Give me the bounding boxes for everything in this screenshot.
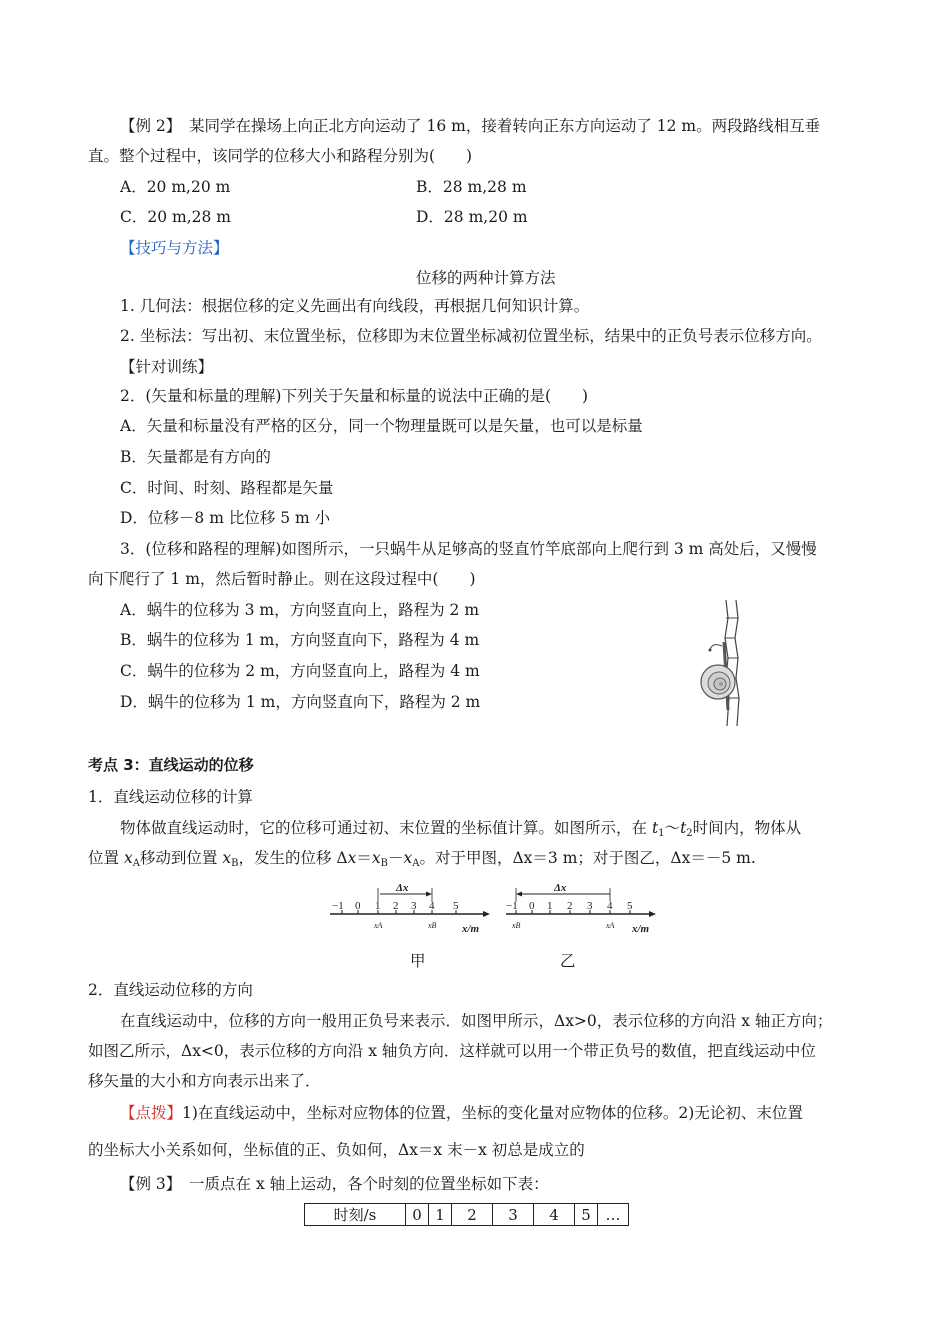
paragraph-2-line1: 在直线运动中，位移的方向一般用正负号来表示．如图甲所示，Δx>0，表示位移的方向沿 x 轴正方向； (120, 1012, 833, 1030)
tick-label: 0 (529, 900, 535, 912)
tick-label: −1 (506, 900, 518, 912)
table-cell: … (598, 1204, 629, 1226)
paragraph-1-line1: 物体做直线运动时，它的位移可通过初、末位置的坐标值计算。如图所示，在 $t_1\sim t_2$时间内，物体从 (120, 819, 802, 839)
example3-text: 【例 3】 一质点在 x 轴上运动，各个时刻的位置坐标如下表： (120, 1175, 549, 1193)
tick-label: 1 (547, 900, 553, 912)
dx-label: Δx (554, 882, 567, 894)
example2-option-d: D．28 m,20 m (416, 208, 528, 226)
tick-label: 2 (567, 900, 573, 912)
figure-label-yi: 乙 (560, 952, 576, 970)
question-2-option-d: D．位移－8 m 比位移 5 m 小 (120, 509, 331, 527)
table-cell: 2 (452, 1204, 493, 1226)
example2-line2: 直。整个过程中，该同学的位移大小和路程分别为( ) (88, 147, 473, 165)
question-3-option-b: B．蜗牛的位移为 1 m，方向竖直向下，路程为 4 m (120, 631, 480, 649)
end-label: xA (606, 921, 615, 930)
question-3-option-c: C．蜗牛的位移为 2 m，方向竖直向上，路程为 4 m (120, 662, 480, 680)
tip-line1: 【点拨】1)在直线运动中，坐标对应物体的位置，坐标的变化量对应物体的位移。2)无论初、末位置 (120, 1104, 803, 1122)
question-2-option-c: C．时间、时刻、路程都是矢量 (120, 479, 334, 497)
question-3-line2: 向下爬行了 1 m，然后暂时静止。则在这段过程中( ) (88, 570, 476, 588)
table-cell: 时刻/s (305, 1204, 406, 1226)
tick-label: 3 (411, 900, 417, 912)
snail-bamboo-illustration (698, 598, 754, 728)
example2-option-b: B．28 m,28 m (416, 178, 527, 196)
example2-line1: 【例 2】 某同学在操场上向正北方向运动了 16 m，接着转向正东方向运动了 12 m。两段路线相互垂 (120, 117, 821, 135)
tips-item-2: 2. 坐标法：写出初、末位置坐标，位移即为末位置坐标减初位置坐标，结果中的正负号表示位移方向。 (120, 327, 822, 345)
start-label: xA (374, 921, 383, 930)
tips-heading: 【技巧与方法】 (120, 239, 229, 257)
subsection-1-title: 1．直线运动位移的计算 (88, 788, 253, 806)
section-heading: 考点 3：直线运动的位移 (88, 756, 254, 774)
number-line-right (506, 882, 656, 935)
tip-label: 【点拨】 (120, 1104, 183, 1122)
question-3-line1: 3．(位移和路程的理解)如图所示，一只蜗牛从足够高的竖直竹竿底部向上爬行到 3 m 高处后，又慢慢 (120, 540, 817, 558)
figure-label-jia: 甲 (410, 952, 426, 970)
example2-option-a: A．20 m,20 m (120, 178, 231, 196)
subsection-2-title: 2．直线运动位移的方向 (88, 981, 253, 999)
table-cell: 4 (534, 1204, 575, 1226)
tick-label: 1 (375, 900, 381, 912)
question-3-option-a: A．蜗牛的位移为 3 m，方向竖直向上，路程为 2 m (120, 601, 480, 619)
tip-line2: 的坐标大小关系如何，坐标值的正、负如何，Δx＝x 末－x 初总是成立的 (88, 1141, 585, 1159)
number-line-figure (328, 880, 668, 942)
tick-label: 3 (587, 900, 593, 912)
tick-label: 4 (607, 900, 613, 912)
position-table (304, 1203, 629, 1226)
axis-label: x/m (632, 923, 650, 935)
example2-option-c: C．20 m,28 m (120, 208, 231, 226)
table-cell: 1 (429, 1204, 452, 1226)
tips-item-1: 1. 几何法：根据位移的定义先画出有向线段，再根据几何知识计算。 (120, 297, 590, 315)
tick-label: 4 (429, 900, 435, 912)
table-cell: 0 (406, 1204, 429, 1226)
table-row (305, 1204, 629, 1226)
tick-label: 0 (355, 900, 361, 912)
dx-label: Δx (396, 882, 409, 894)
tips-title: 位移的两种计算方法 (416, 269, 556, 287)
training-heading: 【针对训练】 (120, 358, 214, 376)
axis-label: x/m (462, 923, 480, 935)
question-3-option-d: D．蜗牛的位移为 1 m，方向竖直向下，路程为 2 m (120, 693, 481, 711)
tick-label: 2 (393, 900, 399, 912)
end-label: xB (428, 921, 437, 930)
paragraph-1-line2: 位置 $x_A$移动到位置 $x_B$，发生的位移 $\Delta x=x_B-x_A$。对于甲图，Δx＝3 m；对于图乙，Δx＝－5 m. (88, 849, 756, 869)
paragraph-2-line3: 移矢量的大小和方向表示出来了． (88, 1072, 321, 1090)
question-2-option-a: A．矢量和标量没有严格的区分，同一个物理量既可以是矢量，也可以是标量 (120, 417, 643, 435)
paragraph-2-line2: 如图乙所示，Δx<0，表示位移的方向沿 x 轴负方向．这样就可以用一个带正负号的数值，把直线运动中位 (88, 1042, 816, 1060)
start-label: xB (512, 921, 521, 930)
table-cell: 5 (575, 1204, 598, 1226)
number-line-left (330, 882, 490, 935)
tick-label: −1 (332, 900, 344, 912)
question-2: 2．(矢量和标量的理解)下列关于矢量和标量的说法中正确的是( ) (120, 387, 589, 405)
question-2-option-b: B．矢量都是有方向的 (120, 448, 271, 466)
table-cell: 3 (493, 1204, 534, 1226)
tick-label: 5 (627, 900, 633, 912)
tick-label: 5 (453, 900, 459, 912)
